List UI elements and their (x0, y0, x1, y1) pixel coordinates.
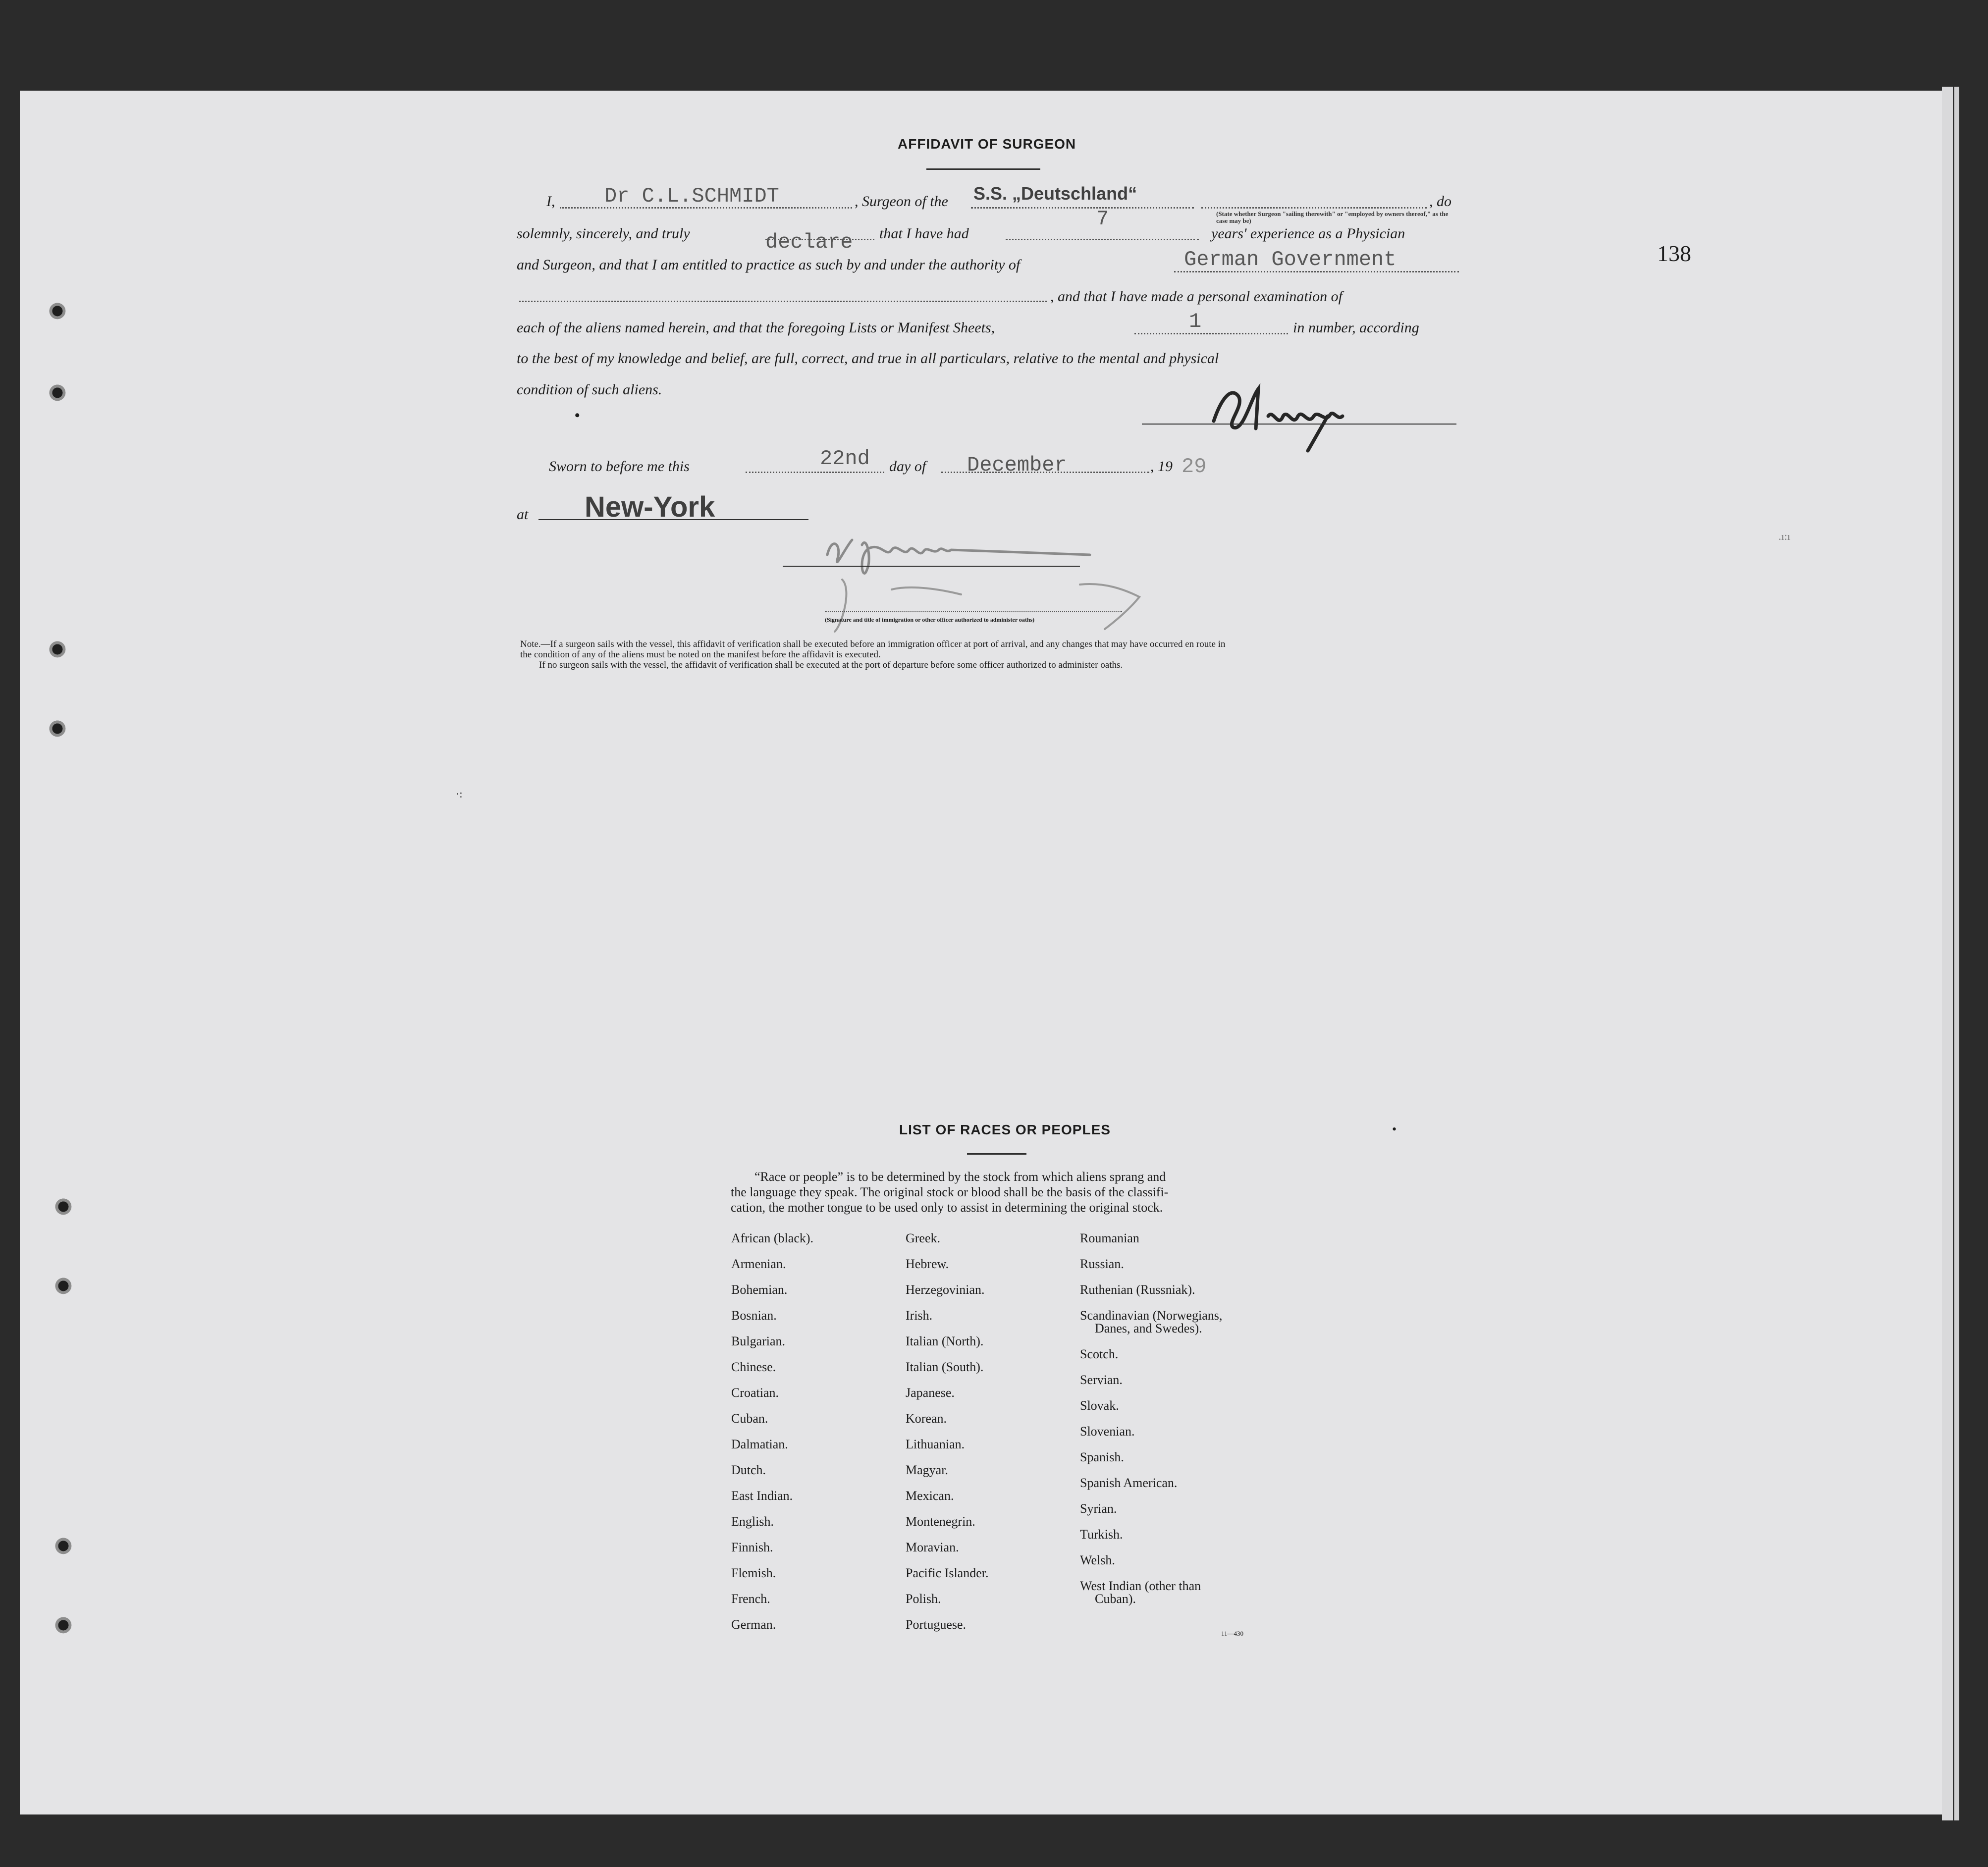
page-edge-stack (1942, 87, 1953, 1820)
manifest-page (20, 91, 1942, 1814)
sworn-year: 29 (1182, 455, 1207, 479)
punch-hole-2 (47, 382, 66, 401)
note-2: If no surgeon sails with the vessel, the affidavit of verification shall be executed at the port of departure before some officer authorized to administer oaths. (539, 660, 1123, 670)
race-item-continued: Cuban). (1095, 1592, 1136, 1606)
surgeon-signature (1204, 369, 1367, 453)
affidavit-line2-suffix: years' experience as a Physician (1211, 225, 1405, 242)
officer-caption: (Signature and title of immigration or other officer authorized to administer oaths) (825, 616, 1035, 623)
page-number: 138 (1657, 241, 1691, 266)
race-item: Bosnian. (731, 1308, 777, 1323)
punch-hole-4 (47, 718, 66, 737)
vessel-note: (State whether Surgeon "sailing therewith" or "employed by owners thereof," as the case may be) (1216, 210, 1449, 224)
race-item: French. (731, 1592, 770, 1606)
speck-3: • (1392, 1122, 1397, 1136)
race-item: Herzegovinian. (906, 1282, 985, 1297)
race-item: Dutch. (731, 1463, 766, 1477)
sworn-month: December (967, 453, 1067, 477)
authority-continued-blank (519, 301, 1047, 302)
punch-hole-5 (53, 1196, 72, 1215)
race-item: Polish. (906, 1592, 941, 1606)
race-item: Scandinavian (Norwegians, (1080, 1308, 1223, 1323)
place-stamp: New-York (585, 491, 715, 523)
affidavit-line5-suffix: in number, according (1293, 320, 1419, 336)
affidavit-line1-prefix: I, (546, 193, 555, 210)
affidavit-line5-prefix: each of the aliens named herein, and that the foregoing Lists or Manifest Sheets, (517, 320, 995, 336)
race-item: Portuguese. (906, 1617, 967, 1632)
race-item: Cuban. (731, 1411, 768, 1426)
race-item: Turkish. (1080, 1527, 1123, 1542)
punch-hole-6 (53, 1276, 72, 1294)
races-intro-1: “Race or people” is to be determined by the stock from which aliens sprang and (754, 1170, 1166, 1184)
sheets-blank (1134, 333, 1288, 334)
race-item: East Indian. (731, 1489, 793, 1503)
race-item: Bulgarian. (731, 1334, 786, 1348)
vessel-type-blank (1201, 207, 1427, 209)
race-item: Magyar. (906, 1463, 948, 1477)
race-item: Italian (South). (906, 1360, 984, 1374)
race-item: German. (731, 1617, 776, 1632)
surgeon-name: Dr C.L.SCHMIDT (604, 184, 779, 208)
race-item: Japanese. (906, 1386, 955, 1400)
vessel-blank (971, 207, 1194, 209)
speck-2: .ı:ı (1778, 530, 1790, 542)
race-item: Italian (North). (906, 1334, 984, 1348)
punch-hole-1 (47, 301, 66, 320)
affidavit-line3-prefix: and Surgeon, and that I am entitled to practice as such by and under the authority of (517, 257, 1021, 273)
race-item: Montenegrin. (906, 1514, 975, 1529)
race-item: Chinese. (731, 1360, 776, 1374)
race-item: Croatian. (731, 1386, 779, 1400)
page-edge-stack-2 (1954, 87, 1959, 1820)
ink-dot: • (575, 407, 580, 424)
affidavit-line1-suffix: , do (1429, 193, 1451, 210)
form-number: 11—430 (1221, 1630, 1244, 1637)
affidavit-title: AFFIDAVIT OF SURGEON (898, 136, 1076, 152)
speck-1: ·: (456, 788, 463, 800)
sworn-prefix: Sworn to before me this (549, 458, 690, 475)
punch-hole-8 (53, 1615, 72, 1634)
affidavit-line4: , and that I have made a personal examination of (1050, 288, 1343, 305)
race-item: Spanish American. (1080, 1476, 1178, 1490)
race-item: Bohemian. (731, 1282, 788, 1297)
race-item: Slovenian. (1080, 1424, 1135, 1439)
race-item: English. (731, 1514, 774, 1529)
years-value: 7 (1096, 207, 1109, 231)
race-item: Mexican. (906, 1489, 954, 1503)
race-item: Irish. (906, 1308, 933, 1323)
race-item: Hebrew. (906, 1257, 949, 1271)
years-blank (1006, 239, 1199, 240)
race-item: Slovak. (1080, 1398, 1119, 1413)
officer-line-1 (783, 566, 1080, 567)
race-item: Lithuanian. (906, 1437, 965, 1451)
declare-word: declare (765, 230, 853, 254)
race-item: Ruthenian (Russniak). (1080, 1282, 1195, 1297)
races-title-rule (967, 1153, 1026, 1155)
race-item: Moravian. (906, 1540, 959, 1554)
races-intro-2: the language they speak. The original stock or blood shall be the basis of the classifi- (731, 1185, 1169, 1199)
sworn-year-prefix: , 19 (1150, 458, 1173, 475)
race-item: Spanish. (1080, 1450, 1124, 1464)
race-item: Roumanian (1080, 1231, 1139, 1245)
at-label: at (517, 506, 529, 523)
officer-line-2 (825, 611, 1122, 612)
authority-value: German Government (1184, 248, 1397, 271)
affidavit-line1-mid: , Surgeon of the (855, 193, 948, 210)
note-1a: Note.—If a surgeon sails with the vessel, this affidavit of verification shall be executed before an immigration officer at port of arrival, and any changes that may have occurred en route in (520, 639, 1226, 649)
race-item: West Indian (other than (1080, 1579, 1201, 1593)
race-item-continued: Danes, and Swedes). (1095, 1321, 1202, 1335)
affidavit-line6: to the best of my knowledge and belief, are full, correct, and true in all particulars, relative to the mental and physical (517, 350, 1219, 367)
race-item: Scotch. (1080, 1347, 1119, 1361)
sworn-day: 22nd (820, 447, 870, 471)
race-item: Servian. (1080, 1373, 1123, 1387)
title-rule (926, 168, 1040, 170)
affidavit-line7: condition of such aliens. (517, 381, 662, 398)
races-title: LIST OF RACES OR PEOPLES (899, 1122, 1111, 1137)
sheets-value: 1 (1189, 310, 1202, 333)
race-item: Russian. (1080, 1257, 1124, 1271)
race-item: Syrian. (1080, 1501, 1117, 1516)
race-item: Greek. (906, 1231, 941, 1245)
race-item: Korean. (906, 1411, 947, 1426)
race-item: Armenian. (731, 1257, 786, 1271)
race-item: Flemish. (731, 1566, 776, 1580)
race-item: Finnish. (731, 1540, 773, 1554)
punch-hole-3 (47, 639, 66, 658)
race-item: Pacific Islander. (906, 1566, 989, 1580)
race-item: Welsh. (1080, 1553, 1115, 1567)
vessel-name-stamp: S.S. „Deutschland“ (973, 183, 1137, 204)
sworn-day-of: day of (889, 458, 926, 475)
affidavit-line2-prefix: solemnly, sincerely, and truly (517, 225, 690, 242)
note-1b: the condition of any of the aliens must be noted on the manifest before the affidavit is executed. (520, 649, 881, 660)
race-item: African (black). (731, 1231, 814, 1245)
day-blank (746, 472, 884, 473)
race-item: Dalmatian. (731, 1437, 788, 1451)
punch-hole-7 (53, 1536, 72, 1554)
races-intro-3: cation, the mother tongue to be used only to assist in determining the original stock. (731, 1200, 1163, 1215)
affidavit-line2-mid: that I have had (879, 225, 969, 242)
surgeon-signature-line (1142, 424, 1456, 425)
